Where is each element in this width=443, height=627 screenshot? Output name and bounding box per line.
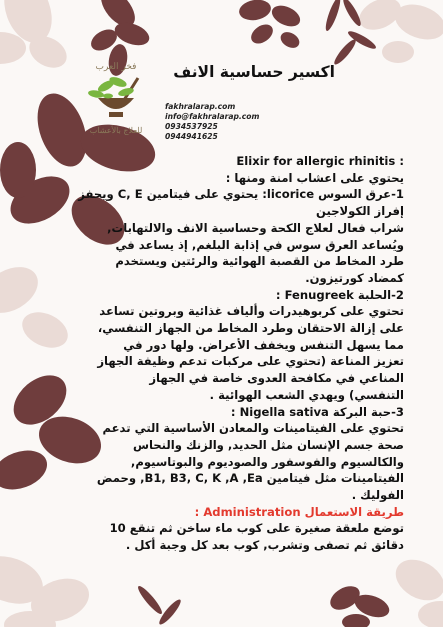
logo-top-text: فخر العرب xyxy=(95,62,137,72)
text-line: كمضاد كورتيزون. xyxy=(305,270,404,285)
flower-decoration xyxy=(326,581,392,627)
flower-decoration xyxy=(354,0,443,63)
flower-decoration xyxy=(238,0,304,51)
text-line: 1-عرق السوس licorice: يحتوي على فيتامين C, E ويحفز xyxy=(78,187,404,202)
text-line: توضع ملعقة صغيرة على كوب ماء ساخن ثم تنقع 10 xyxy=(109,521,404,536)
flower-decoration xyxy=(388,551,443,627)
text-line: الفيتامينات مثل فيتامين B1, B3, C, K ,A ,Ea, وحمض xyxy=(96,471,404,486)
administration-section xyxy=(72,504,404,554)
leaf-branch-decoration xyxy=(135,584,183,627)
phone-number: 0934537925 xyxy=(165,122,218,131)
flower-decoration xyxy=(0,258,74,355)
text-line: تعزيز المناعة (تحتوي على مركبات تدعم وظيفة الجهاز xyxy=(97,354,404,369)
contact-info xyxy=(165,102,259,142)
website-link[interactable]: fakhralarap.com xyxy=(165,102,236,111)
text-line: التنفسي) ويهدي الشعب الهوائية . xyxy=(209,387,404,402)
flower-decoration xyxy=(0,548,95,627)
text-line: 3-حبة البركة Nigella sativa : xyxy=(230,404,404,419)
text-line: والكالسيوم والفوسفور والصوديوم والبوتاسيوم, xyxy=(130,454,404,469)
text-line: شراب فعال لعلاج الكحة وحساسية الانف والالتهابات, xyxy=(107,220,404,235)
text-line: إفراز الكولاجين xyxy=(316,204,404,219)
product-description xyxy=(72,153,404,554)
text-line: تحتوي على كربوهيدرات وألياف غذائية وبروتين تساعد xyxy=(99,304,404,319)
text-line: صحة جسم الإنسان مثل الحديد, والزنك والنحاس xyxy=(132,437,404,452)
text-line: طرد المخاط من القصبة الهوائية والرئتين ويستخدم xyxy=(115,254,404,269)
text-line: تحتوي على الفيتامينات والمعادن الأساسية التي تدعم xyxy=(102,421,404,436)
flower-decoration xyxy=(0,0,72,74)
text-line: الفوليك . xyxy=(351,488,404,503)
text-line: على إزالة الاحتقان وطرد المخاط من الجهاز التنفسي، xyxy=(97,321,404,336)
brand-logo xyxy=(76,62,156,136)
contains-line: يحتوي على اعشاب امنة ومنها : xyxy=(225,170,404,185)
text-line: دقائق ثم تصفى وتشرب, كوب بعد كل وجبة أكل . xyxy=(125,538,404,553)
licorice-section xyxy=(72,186,404,286)
herbal-bowl-icon xyxy=(76,68,156,130)
fenugreek-section xyxy=(72,287,404,404)
logo-bottom-text: للعلاج بالأعشاب xyxy=(89,126,143,135)
administration-heading: طريقة الاستعمال Administration : xyxy=(194,504,404,519)
text-line: 2-الحلبة Fenugreek : xyxy=(275,287,404,302)
section-heading: : Elixir for allergic rhinitis xyxy=(236,154,404,168)
email-link[interactable]: info@fakhralarap.com xyxy=(165,112,260,121)
text-line: مما يسهل التنفس ويخفف الأعراض. ولها دور في xyxy=(123,337,404,352)
nigella-section xyxy=(72,404,404,504)
text-line: المناعي في مكافحة العدوى خاصة في الجهاز xyxy=(149,371,404,386)
phone-number: 0944941625 xyxy=(165,132,218,141)
text-line: ويُساعد العرق سوس في إذابة البلغم, إذ يساعد في xyxy=(115,237,404,252)
page-title: اكسير حساسية الانف xyxy=(173,63,335,81)
